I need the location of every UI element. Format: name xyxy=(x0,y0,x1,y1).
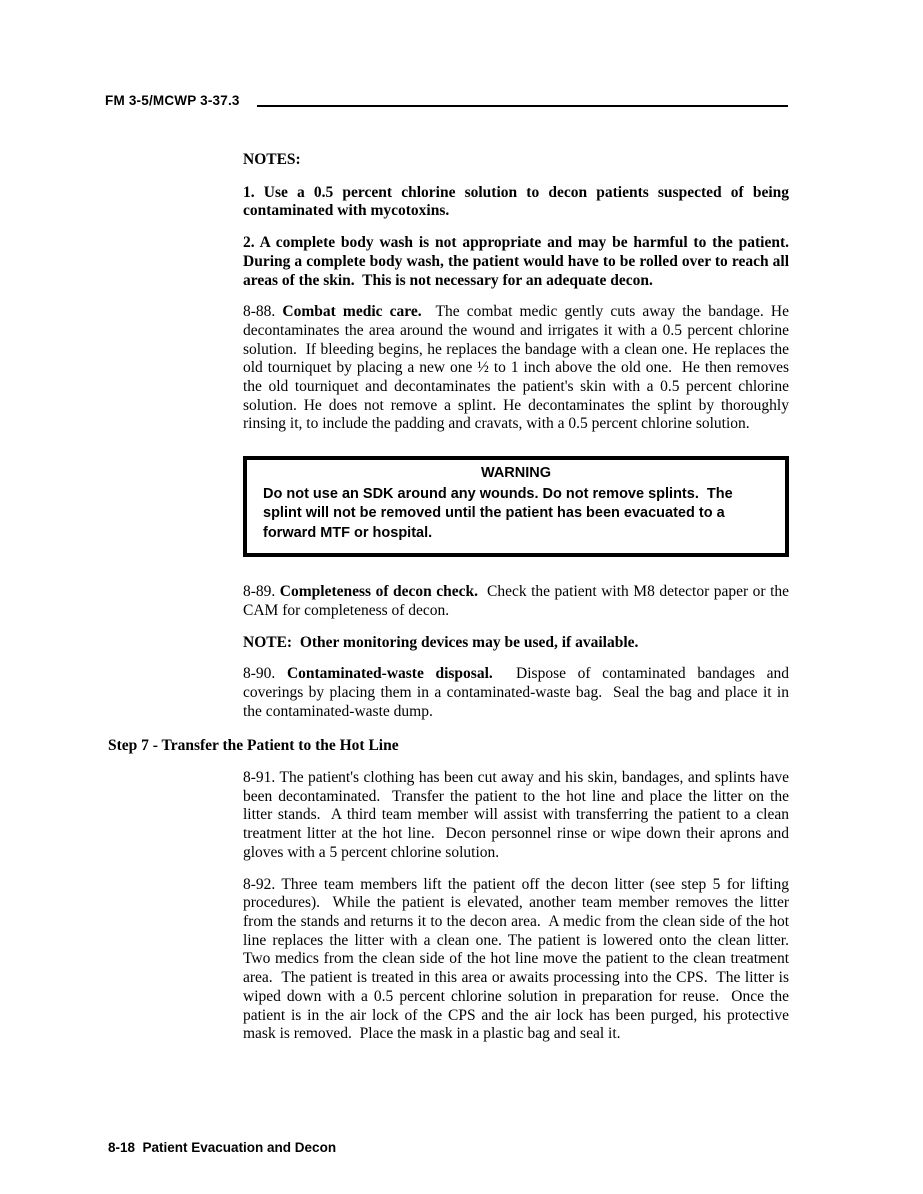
note-2: 2. A complete body wash is not appropriate and may be harmful to the patient. During a complete body wash, the patient would have to be rolled over to reach all areas of the skin. This is not necessary for an adequate decon. xyxy=(243,234,793,289)
note-1: 1. Use a 0.5 percent chlorine solution to decon patients suspected of being contaminated with mycotoxins. xyxy=(243,183,793,220)
page-body xyxy=(108,151,797,1057)
footer-page-label: 8-18 Patient Evacuation and Decon xyxy=(108,1140,337,1155)
paragraph-8-90-lead: Contaminated-waste disposal. xyxy=(286,665,493,683)
paragraph-8-89-body: Check the patient with M8 detector paper or the CAM for completeness of decon. xyxy=(243,583,793,619)
paragraph-8-88 xyxy=(243,303,793,434)
paragraph-8-91: 8-91. The patient's clothing has been cut away and his skin, bandages, and splints have been decontaminated. Transfer the patient to the hot line and place the litter on the litter stands. A third team member will assist with transferring the patient to a clean treatment litter at the hot line. Decon personnel rinse or wipe down their aprons and gloves with a 5 percent chlorine solution. xyxy=(243,769,793,861)
warning-title: WARNING xyxy=(480,465,552,482)
paragraph-8-89-number: 8-89. xyxy=(243,583,280,601)
notes-heading: NOTES: xyxy=(243,151,301,168)
paragraph-8-90-body: Dispose of contaminated bandages and coverings by placing them in a contaminated-waste bag. Seal the bag and place it in the contaminated-waste dump. xyxy=(243,665,793,720)
header-document-id: FM 3-5/MCWP 3-37.3 xyxy=(105,93,240,108)
paragraph-8-90-number: 8-90. xyxy=(243,665,287,683)
warning-box xyxy=(243,456,789,557)
paragraph-8-89 xyxy=(243,583,793,620)
warning-body-text: Do not use an SDK around any wounds. Do not remove splints. The splint will not be removed until the patient has been evacuated to a forward MTF or hospital. xyxy=(263,485,737,541)
paragraph-8-90 xyxy=(243,665,793,721)
paragraph-8-88-lead: Combat medic care. xyxy=(282,303,422,321)
paragraph-8-88-body: The combat medic gently cuts away the bandage. He decontaminates the area around the wound and irrigates it with a 0.5 percent chlorine solution. If bleeding begins, he replaces the bandage with a clean one. He replaces the old tourniquet by placing a new one ½ to 1 inch above the old one. He then removes the old tourniquet and decontaminates the patient's skin with a 0.5 percent chlorine solution. He does not remove a splint. He decontaminates the splint by thoroughly rinsing it, to include the padding and cravats, with a 0.5 percent chlorine solution. xyxy=(243,303,793,433)
paragraph-8-92: 8-92. Three team members lift the patient off the decon litter (see step 5 for lifting procedures). While the patient is elevated, another team member removes the litter from the stands and returns it to the decon area. A medic from the clean side of the hot line replaces the litter with a clean one. The patient is lowered onto the clean litter. Two medics from the clean side of the hot line move the patient to the clean treatment area. The patient is treated in this area or awaits processing into the CPS. The litter is wiped down with a 0.5 percent chlorine solution in preparation for reuse. Once the patient is in the air lock of the CPS and the air lock has been purged, his protective mask is removed. Place the mask in a plastic bag and seal it. xyxy=(243,875,797,1043)
paragraph-8-88-number: 8-88. xyxy=(243,303,283,321)
paragraph-8-89-lead: Completeness of decon check. xyxy=(279,583,478,601)
header-rule xyxy=(257,105,788,107)
note-other-monitoring: NOTE: Other monitoring devices may be used, if available. xyxy=(243,633,639,651)
step-7-heading: Step 7 - Transfer the Patient to the Hot Line xyxy=(108,737,399,755)
